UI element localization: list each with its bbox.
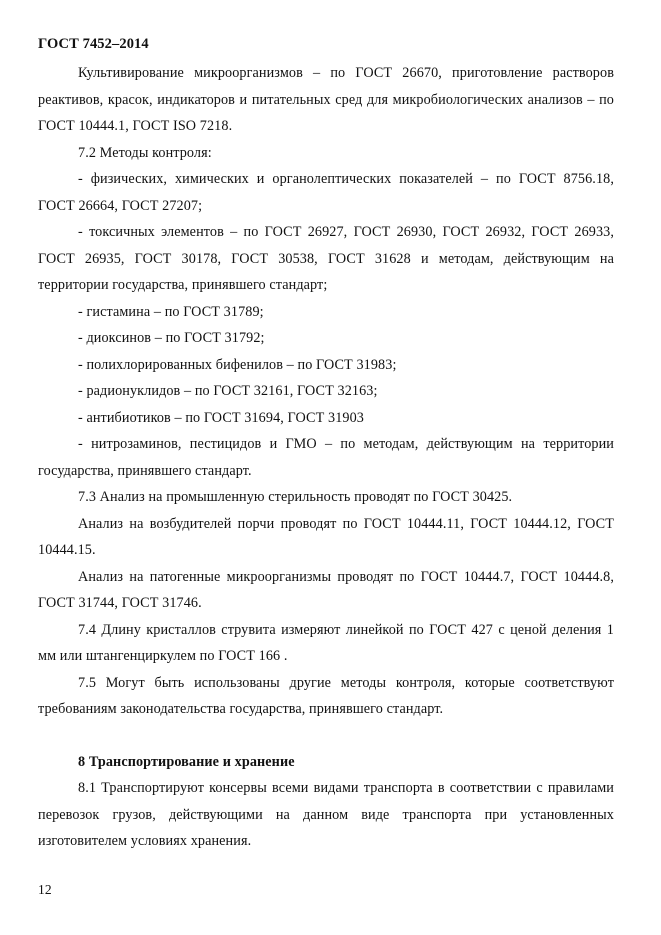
paragraph-control-methods: 7.2 Методы контроля:: [78, 144, 212, 161]
list-item-pcb: - полихлорированных бифенилов – по ГОСТ 31983;: [78, 356, 397, 373]
list-item-antibiotics: - антибиотиков – по ГОСТ 31694, ГОСТ 31903: [78, 409, 364, 426]
list-item-histamine: - гистамина – по ГОСТ 31789;: [78, 303, 264, 320]
document-body: [38, 60, 614, 855]
list-item-radionuclides: - радионуклидов – по ГОСТ 32161, ГОСТ 32163;: [78, 383, 378, 399]
section-8-heading: 8 Транспортирование и хранение: [78, 753, 295, 770]
list-item-dioxins: - диоксинов – по ГОСТ 31792;: [78, 330, 265, 346]
list-item-toxic: - токсичных элементов – по ГОСТ 26927, ГОСТ 26930, ГОСТ 26932, ГОСТ 26933, ГОСТ 26935, ГОСТ 30178, ГОСТ 30538, ГОСТ 31628 и методам, действующим на территории государства, принявшего стандарт;: [38, 224, 614, 293]
paragraph-transport: 8.1 Транспортируют консервы всеми видами транспорта в соответствии с правилами перевозок грузов, действующими на данном виде транспорта при установленных изготовителем условиях хранения.: [38, 780, 614, 849]
page-number: 12: [38, 882, 52, 897]
list-item-nitrosamines: - нитрозаминов, пестицидов и ГМО – по методам, действующим на территории государства, принявшего стандарт.: [38, 436, 614, 479]
paragraph-pathogens: Анализ на патогенные микроорганизмы проводят по ГОСТ 10444.7, ГОСТ 10444.8, ГОСТ 31744, ГОСТ 31746.: [38, 568, 614, 611]
document-header: ГОСТ 7452–2014: [38, 36, 149, 52]
paragraph-sterility: 7.3 Анализ на промышленную стерильность проводят по ГОСТ 30425.: [78, 489, 513, 505]
paragraph-spoilage: Анализ на возбудителей порчи проводят по ГОСТ 10444.11, ГОСТ 10444.12, ГОСТ 10444.15.: [38, 515, 614, 558]
paragraph-other-methods: 7.5 Могут быть использованы другие методы контроля, которые соответствуют требованиям законодательства государства, принявшего стандарт.: [38, 674, 614, 717]
paragraph-cultivation: Культивирование микроорганизмов – по ГОСТ 26670, приготовление растворов реактивов, красок, индикаторов и питательных сред для микробиологических анализов – по ГОСТ 10444.1, ГОСТ ISO 7218.: [38, 65, 614, 134]
paragraph-struvite: 7.4 Длину кристаллов струвита измеряют линейкой по ГОСТ 427 с ценой деления 1 мм или штангенциркулем по ГОСТ 166 .: [38, 621, 614, 664]
list-item-physical: - физических, химических и органолептических показателей – по ГОСТ 8756.18, ГОСТ 26664, ГОСТ 27207;: [38, 171, 614, 214]
